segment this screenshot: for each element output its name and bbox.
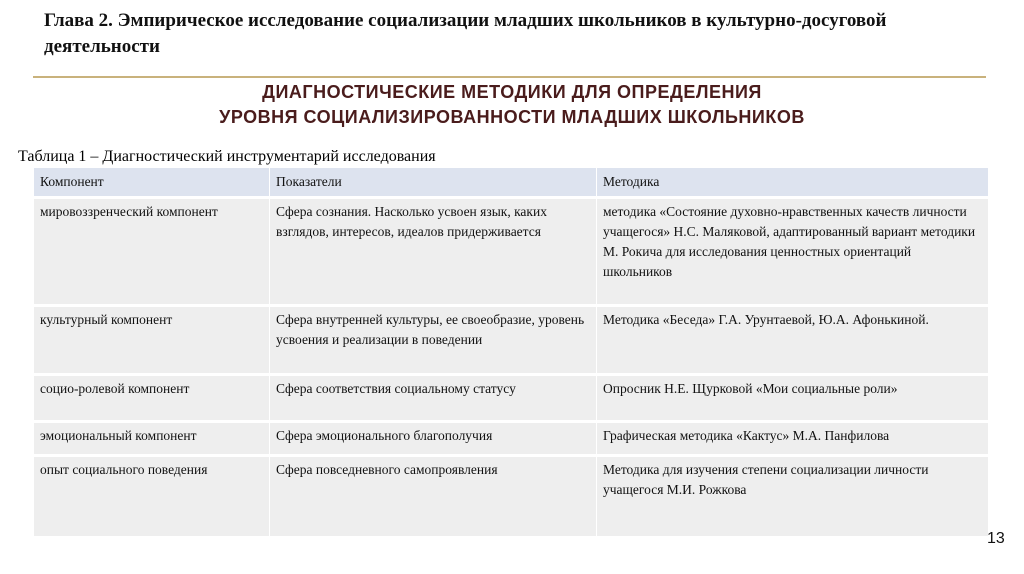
cell-method: Опросник Н.Е. Щурковой «Мои социальные роли»: [597, 375, 989, 422]
title-divider: [33, 76, 986, 78]
cell-component: культурный компонент: [34, 306, 270, 375]
cell-method: методика «Состояние духовно-нравственных качеств личности учащегося» Н.С. Маляковой, адаптированный вариант методики М. Рокича для исследования ценностных ориентаций школьников: [597, 198, 989, 306]
table-caption: Таблица 1 – Диагностический инструментарий исследования: [18, 148, 436, 165]
header-indicators: Показатели: [270, 168, 597, 198]
slide-heading-line-2: УРОВНЯ СОЦИАЛИЗИРОВАННОСТИ МЛАДШИХ ШКОЛЬНИКОВ: [219, 107, 805, 127]
methods-table: [33, 168, 989, 539]
cell-indicators: Сфера сознания. Насколько усвоен язык, каких взглядов, интересов, идеалов придерживается: [270, 198, 597, 306]
table-row: [34, 306, 989, 375]
header-method: Методика: [597, 168, 989, 198]
table-row: [34, 422, 989, 456]
cell-indicators: Сфера повседневного самопроявления: [270, 456, 597, 538]
cell-component: мировоззренческий компонент: [34, 198, 270, 306]
cell-component: социо-ролевой компонент: [34, 375, 270, 422]
cell-method: Графическая методика «Кактус» М.А. Панфилова: [597, 422, 989, 456]
cell-component: эмоциональный компонент: [34, 422, 270, 456]
cell-method: Методика для изучения степени социализации личности учащегося М.И. Рожкова: [597, 456, 989, 538]
table-row: [34, 375, 989, 422]
chapter-title: Глава 2. Эмпирическое исследование социализации младших школьников в культурно-досуговой деятельности: [44, 10, 887, 57]
header-component: Компонент: [34, 168, 270, 198]
page-number: 13: [987, 530, 1005, 547]
table-header-row: [34, 168, 989, 198]
cell-indicators: Сфера внутренней культуры, ее своеобразие, уровень усвоения и реализации в поведении: [270, 306, 597, 375]
cell-method: Методика «Беседа» Г.А. Урунтаевой, Ю.А. Афонькиной.: [597, 306, 989, 375]
cell-component: опыт социального поведения: [34, 456, 270, 538]
slide-heading: [0, 80, 1024, 130]
cell-indicators: Сфера эмоционального благополучия: [270, 422, 597, 456]
cell-indicators: Сфера соответствия социальному статусу: [270, 375, 597, 422]
table-row: [34, 198, 989, 306]
slide-heading-line-1: ДИАГНОСТИЧЕСКИЕ МЕТОДИКИ ДЛЯ ОПРЕДЕЛЕНИЯ: [262, 82, 762, 102]
table-row: [34, 456, 989, 538]
